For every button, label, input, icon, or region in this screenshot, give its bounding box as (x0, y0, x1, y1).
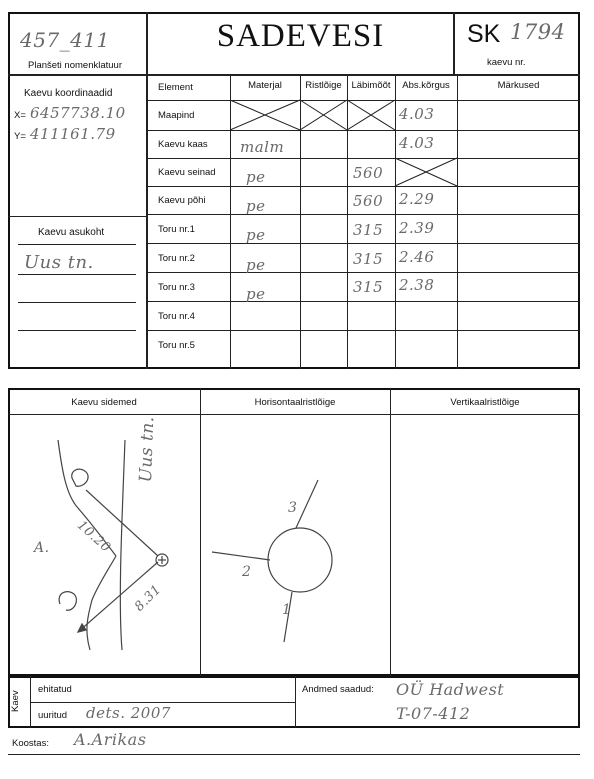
row-label: Kaevu põhi (158, 195, 206, 206)
sketch-vertical-header: Vertikaalristlõige (450, 397, 520, 408)
nomenclature-label: Planšeti nomenklatuur (28, 60, 122, 71)
cell-material: pe (246, 168, 266, 186)
col-element: Element (158, 82, 193, 93)
cell-material: pe (246, 285, 266, 303)
row-label: Maapind (158, 110, 195, 121)
cell-material: pe (246, 197, 266, 215)
source-company: OÜ Hadwest (396, 680, 505, 699)
cell-diameter: 315 (353, 250, 384, 268)
cell-material: pe (246, 256, 266, 274)
surveyed-value: dets. 2007 (86, 704, 171, 722)
col-diameter: Läbimõõt (351, 80, 391, 91)
location-label: Kaevu asukoht (38, 227, 105, 238)
source-label: Andmed saadud: (302, 684, 374, 695)
row-label: Toru nr.2 (158, 253, 195, 264)
row-label: Toru nr.1 (158, 224, 195, 235)
author-value: A.Arikas (74, 730, 147, 749)
row-label: Toru nr.3 (158, 282, 195, 293)
surveyed-label: uuritud (38, 710, 68, 721)
col-cross-section: Ristlõige (305, 80, 342, 91)
cell-diameter: 560 (353, 164, 384, 182)
cell-abs-height: 4.03 (399, 105, 435, 123)
nomenclature-value: 457_411 (20, 28, 110, 52)
row-label: Kaevu kaas (158, 139, 208, 150)
sk-label: kaevu nr. (487, 57, 526, 68)
col-material: Materjal (248, 80, 282, 91)
form-title: SADEVESI (216, 18, 385, 54)
distance-1: 10.20 (73, 518, 114, 556)
cell-abs-height: 2.29 (399, 190, 435, 208)
col-notes: Märkused (497, 80, 540, 91)
x-label: X= (14, 110, 26, 121)
row-label: Toru nr.5 (158, 340, 195, 351)
y-value: 411161.79 (30, 125, 116, 143)
row-label: Kaevu seinad (158, 167, 216, 178)
row-label: Toru nr.4 (158, 311, 195, 322)
cell-material: malm (240, 138, 285, 156)
distance-2: 8.31 (132, 582, 165, 615)
x-value: 6457738.10 (30, 104, 126, 122)
kaev-label: Kaev (10, 690, 21, 712)
cell-diameter: 560 (353, 192, 384, 210)
pipe-1-label: 1 (282, 602, 292, 618)
author-label: Koostas: (12, 738, 49, 749)
pipe-3-label: 3 (288, 500, 298, 516)
pipe-2-label: 2 (242, 564, 252, 580)
col-abs-height: Abs.kõrgus (402, 80, 450, 91)
y-label: Y= (14, 131, 26, 142)
built-label: ehitatud (38, 684, 72, 695)
sketch-ties-header: Kaevu sidemed (71, 397, 137, 408)
source-code: T-07-412 (396, 704, 471, 723)
cell-diameter: 315 (353, 278, 384, 296)
sketch-horizontal-header: Horisontaalristlõige (254, 397, 336, 408)
point-a-label: A. (34, 540, 50, 556)
street-label: Uus tn. (136, 415, 159, 483)
cell-abs-height: 4.03 (399, 134, 435, 152)
sk-prefix: SK (467, 20, 501, 48)
cell-abs-height: 2.39 (399, 219, 435, 237)
sk-number: 1794 (510, 20, 566, 44)
coordinates-label: Kaevu koordinaadid (24, 88, 113, 99)
cell-abs-height: 2.38 (399, 276, 435, 294)
cell-material: pe (246, 226, 266, 244)
cell-abs-height: 2.46 (399, 248, 435, 266)
cell-diameter: 315 (353, 221, 384, 239)
location-value: Uus tn. (24, 252, 94, 273)
